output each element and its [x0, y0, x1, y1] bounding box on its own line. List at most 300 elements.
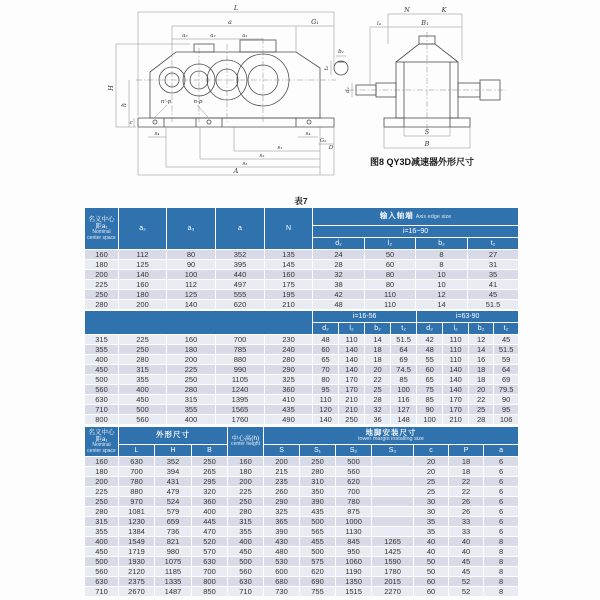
blank-header-block: [85, 311, 313, 335]
column-header: L: [119, 445, 155, 457]
cell: 180: [119, 290, 167, 300]
cell: 33: [449, 517, 484, 527]
cell: 490: [265, 415, 313, 425]
dim-label-np-prime: n'-p: [160, 99, 172, 105]
ratio-range-left: i=16-56: [313, 311, 417, 323]
table2-area: [84, 426, 518, 597]
table1-area: [84, 207, 518, 425]
cell: 435: [300, 507, 336, 517]
cell: 565: [300, 527, 336, 537]
cell: 250: [85, 497, 119, 507]
cell: 38: [313, 280, 365, 290]
cell: 18: [469, 365, 494, 375]
cell: 40: [414, 547, 449, 557]
cell: 12: [469, 335, 494, 345]
cell: 200: [85, 270, 119, 280]
cell: 8: [484, 567, 519, 577]
cell: 555: [216, 290, 265, 300]
cell: 320: [192, 487, 228, 497]
table-row: [85, 527, 519, 537]
cell: 710: [85, 405, 119, 415]
column-header: l₂: [443, 323, 469, 335]
cell: 265: [192, 467, 228, 477]
dim-label-s4-right: s₄: [305, 131, 311, 137]
cell: 25: [414, 487, 449, 497]
cell: 45: [468, 290, 519, 300]
cell: 360: [265, 385, 313, 395]
cell: 8: [416, 260, 468, 270]
cell: 8: [484, 547, 519, 557]
table-row: [85, 375, 519, 385]
cell: 950: [336, 547, 372, 557]
table-row: [85, 280, 519, 290]
col-header-a2: a₂: [119, 208, 167, 250]
column-header: t₂: [391, 323, 417, 335]
dim-label-D: D: [328, 145, 334, 151]
cell: 560: [228, 567, 264, 577]
cell: 500: [300, 547, 336, 557]
cell: 35: [468, 270, 519, 280]
dim-label-b2: b₂: [338, 49, 344, 55]
cell: 40: [449, 537, 484, 547]
group-header-foot-mount: [264, 427, 519, 445]
cell: 140: [339, 345, 365, 355]
cell: 110: [313, 395, 339, 405]
cell: 1060: [336, 557, 372, 567]
cell: 200: [85, 477, 119, 487]
cell: 394: [155, 467, 192, 477]
dim-label-np: n-p: [193, 99, 203, 105]
cell: 250: [192, 457, 228, 467]
cell: 28: [365, 395, 391, 405]
dim-label-h: h: [120, 102, 128, 108]
cell: 1350: [336, 577, 372, 587]
cell: 355: [228, 527, 264, 537]
cell: 10: [416, 270, 468, 280]
cell: 1130: [336, 527, 372, 537]
table-row: [85, 365, 519, 375]
cell: 352: [216, 250, 265, 260]
column-header: S₂: [336, 445, 372, 457]
cell: 400: [228, 537, 264, 547]
cell: 6: [484, 497, 519, 507]
cell: 579: [155, 507, 192, 517]
cell: 140: [443, 385, 469, 395]
cell: 42: [313, 290, 365, 300]
cell: 24: [313, 250, 365, 260]
cell: 500: [336, 457, 372, 467]
cell: 315: [228, 517, 264, 527]
cell: 250: [85, 290, 119, 300]
dim-label-K: K: [441, 6, 447, 14]
dim-label-B1: B₁: [421, 19, 429, 27]
table-row: [85, 477, 519, 487]
cell: 112: [167, 280, 216, 290]
dim-label-N: N: [404, 6, 410, 14]
cell: 18: [365, 355, 391, 365]
end-view-drawing: [324, 6, 506, 167]
cell: 560: [85, 385, 119, 395]
table-row: [85, 587, 519, 597]
cell: 79.5: [494, 385, 519, 395]
group-header-input-shaft: [313, 208, 519, 226]
cell: 26: [449, 507, 484, 517]
column-header: t₂: [494, 323, 519, 335]
cell: 22: [365, 375, 391, 385]
cell: 40: [414, 537, 449, 547]
column-header: b₂: [416, 238, 468, 250]
cell: 106: [494, 415, 519, 425]
cell: 290: [265, 365, 313, 375]
cell: 125: [167, 290, 216, 300]
dim-label-G2: G₂: [319, 138, 327, 144]
cell: 355: [85, 345, 119, 355]
cell: 560: [336, 467, 372, 477]
cell: 780: [119, 477, 155, 487]
input-shaft-zh: 输入轴端: [379, 211, 414, 221]
cell: 210: [339, 405, 365, 415]
cell: 80: [313, 375, 339, 385]
cell: 450: [119, 395, 167, 405]
table-row: [85, 290, 519, 300]
cell: 18: [365, 345, 391, 355]
figure-drawings: [0, 0, 600, 196]
cell: 60: [414, 587, 449, 597]
cell: 80: [365, 280, 416, 290]
cell: 100: [167, 270, 216, 280]
column-header: l₂: [365, 238, 416, 250]
cell: 479: [155, 487, 192, 497]
cell: 140: [167, 300, 216, 310]
cell: 600: [264, 567, 300, 577]
cell: 160: [167, 335, 216, 345]
cell: 26: [449, 497, 484, 507]
group-header-outline: [119, 427, 228, 445]
cell: 140: [119, 270, 167, 280]
cell: 225: [85, 487, 119, 497]
cell: 315: [85, 335, 119, 345]
table-row: [85, 300, 519, 310]
cell: 20: [365, 365, 391, 375]
cell: 10: [416, 280, 468, 290]
cell: 400: [85, 537, 119, 547]
nominal-center-zh: 名义中心距a₁: [88, 428, 115, 443]
cell: 400: [167, 415, 216, 425]
cell: 180: [85, 260, 119, 270]
cell: 6: [484, 467, 519, 477]
cell: 145: [265, 260, 313, 270]
cell: 230: [265, 335, 313, 345]
cell: 75: [417, 385, 443, 395]
cell: 497: [216, 280, 265, 290]
cell: 45: [494, 335, 519, 345]
cell: 140: [313, 415, 339, 425]
cell: 225: [119, 335, 167, 345]
cell: 25: [469, 405, 494, 415]
cell: 530: [264, 557, 300, 567]
cell: 85: [391, 375, 417, 385]
cell: 45: [449, 567, 484, 577]
cell: 31: [468, 260, 519, 270]
cell: 280: [85, 300, 119, 310]
cell: 170: [443, 395, 469, 405]
cell: 250: [300, 457, 336, 467]
cell: 845: [336, 537, 372, 547]
cell: 210: [265, 300, 313, 310]
cell: 2015: [372, 577, 414, 587]
cell: 290: [264, 497, 300, 507]
cell: 125: [119, 260, 167, 270]
table-row: [85, 335, 519, 345]
dim-label-S: S: [424, 128, 430, 136]
column-header: t₂: [468, 238, 519, 250]
table-row: [85, 395, 519, 405]
cell: 35: [414, 517, 449, 527]
cell: 240: [265, 345, 313, 355]
cell: 785: [216, 345, 265, 355]
cell: 175: [265, 280, 313, 290]
cell: 970: [119, 497, 155, 507]
cell: 1335: [155, 577, 192, 587]
cell: 170: [443, 405, 469, 415]
cell: 315: [167, 395, 216, 405]
table-row: [85, 507, 519, 517]
cell: 22: [449, 487, 484, 497]
col-header-nominal-center: [85, 208, 119, 250]
cell: 112: [119, 250, 167, 260]
cell: 160: [85, 457, 119, 467]
cell: 1230: [119, 517, 155, 527]
cell: 445: [192, 517, 228, 527]
cell: 700: [119, 467, 155, 477]
cell: 8: [484, 587, 519, 597]
nominal-center-en: Nominal center space: [87, 229, 116, 241]
table-row: [85, 415, 519, 425]
table-number-label: 表7: [294, 196, 308, 206]
cell: 1240: [216, 385, 265, 395]
cell: 8: [484, 537, 519, 547]
cell: 280: [228, 507, 264, 517]
column-header: d₂: [313, 238, 365, 250]
cell: 1487: [155, 587, 192, 597]
cell: 1265: [372, 537, 414, 547]
cell: 22: [469, 395, 494, 405]
cell: 20: [414, 457, 449, 467]
cell: 1081: [119, 507, 155, 517]
cell: 127: [391, 405, 417, 415]
nominal-center-en: Nominal center space: [87, 442, 116, 454]
cell: 755: [300, 587, 336, 597]
cell: 51.5: [391, 335, 417, 345]
cell: 355: [85, 527, 119, 537]
dim-label-a2: a₂: [210, 33, 216, 39]
cell: 390: [300, 497, 336, 507]
cell: 2375: [119, 577, 155, 587]
cell: 110: [365, 300, 416, 310]
cell: 60: [365, 260, 416, 270]
cell: 800: [192, 577, 228, 587]
column-header: P: [449, 445, 484, 457]
cell: 50: [414, 557, 449, 567]
cell: [372, 457, 414, 467]
ratio-range-header: i=16~90: [313, 226, 519, 238]
cell: 880: [216, 355, 265, 365]
column-header: a: [484, 445, 519, 457]
cell: 85: [417, 395, 443, 405]
col-header-a3: a₃: [167, 208, 216, 250]
dim-label-l4: l₄: [377, 21, 381, 27]
cell: 450: [228, 547, 264, 557]
column-header: S₃: [372, 445, 414, 457]
cell: 325: [265, 375, 313, 385]
cell: 8: [416, 250, 468, 260]
cell: 32: [313, 270, 365, 280]
table-row: [85, 577, 519, 587]
cell: 990: [216, 365, 265, 375]
cell: 195: [265, 290, 313, 300]
cell: 570: [192, 547, 228, 557]
sub-columns-row: [85, 445, 519, 457]
table-row: [85, 487, 519, 497]
cell: 700: [216, 335, 265, 345]
nominal-center-zh: 名义中心距a₁: [88, 215, 115, 230]
col-header-N: N: [265, 208, 313, 250]
cell: 60: [414, 577, 449, 587]
cell: 200: [119, 300, 167, 310]
cell: 35: [414, 527, 449, 537]
cell: 120: [313, 405, 339, 415]
cell: 630: [85, 577, 119, 587]
cell: 18: [469, 375, 494, 385]
foot-mount-en: lower margin installing size: [358, 435, 424, 442]
cell: 22: [449, 477, 484, 487]
cell: 80: [365, 270, 416, 280]
cell: 48: [417, 345, 443, 355]
cell: 215: [264, 467, 300, 477]
cell: 880: [119, 487, 155, 497]
cell: 500: [300, 517, 336, 527]
dim-label-s1: s₁: [277, 145, 283, 151]
cell: 260: [264, 487, 300, 497]
cell: 410: [265, 395, 313, 405]
table1-bottom-body: [85, 335, 519, 425]
cell: 6: [484, 457, 519, 467]
cell: 440: [216, 270, 265, 280]
dim-label-H: H: [107, 85, 115, 91]
cell: 680: [264, 577, 300, 587]
table-row: [85, 250, 519, 260]
cell: 100: [417, 415, 443, 425]
cell: 500: [228, 557, 264, 567]
cell: 6: [484, 477, 519, 487]
cell: 1425: [372, 547, 414, 557]
cell: 50: [365, 250, 416, 260]
cell: 65: [417, 375, 443, 385]
cell: 355: [119, 375, 167, 385]
table-row: [85, 405, 519, 415]
dimensions-table-2: [84, 426, 519, 597]
cell: 30: [414, 507, 449, 517]
cell: 210: [339, 395, 365, 405]
dim-label-a3: a₃: [182, 33, 188, 39]
column-header: d₂: [313, 323, 339, 335]
column-header: B: [192, 445, 228, 457]
cell: 95: [313, 385, 339, 395]
cell: 6: [484, 487, 519, 497]
cell: 455: [300, 537, 336, 547]
cell: 1760: [216, 415, 265, 425]
cell: 1000: [336, 517, 372, 527]
col-header-a: a: [216, 208, 265, 250]
cell: 280: [85, 507, 119, 517]
cell: 352: [155, 457, 192, 467]
cell: 8: [484, 557, 519, 567]
cell: 780: [336, 497, 372, 507]
cell: 116: [391, 395, 417, 405]
cell: 315: [119, 365, 167, 375]
cell: [372, 467, 414, 477]
cell: 560: [85, 567, 119, 577]
cell: 90: [167, 260, 216, 270]
dim-label-s4-left: s₄: [154, 131, 160, 137]
cell: 160: [228, 457, 264, 467]
cell: 6: [484, 527, 519, 537]
cell: 280: [167, 385, 216, 395]
cell: 630: [119, 457, 155, 467]
cell: 1190: [336, 567, 372, 577]
cell: 42: [417, 335, 443, 345]
dim-label-t2: t₂: [324, 65, 330, 71]
cell: 350: [300, 487, 336, 497]
center-height-en: center height: [231, 441, 260, 448]
cell: 325: [264, 507, 300, 517]
cell: 2670: [119, 587, 155, 597]
cell: 70: [313, 365, 339, 375]
dim-label-B: B: [424, 140, 430, 148]
cell: 52: [449, 587, 484, 597]
table-row: [85, 467, 519, 477]
cell: 250: [228, 497, 264, 507]
cell: 200: [228, 477, 264, 487]
dim-label-s2: s₂: [259, 153, 265, 159]
cell: [372, 497, 414, 507]
cell: 1549: [119, 537, 155, 547]
cell: 431: [155, 477, 192, 487]
cell: 200: [167, 355, 216, 365]
cell: 33: [449, 527, 484, 537]
cell: 69: [391, 355, 417, 365]
cell: 1719: [119, 547, 155, 557]
cell: 250: [119, 345, 167, 355]
cell: 48: [313, 300, 365, 310]
column-header: H: [155, 445, 192, 457]
cell: 60: [313, 345, 339, 355]
cell: 110: [339, 335, 365, 345]
cell: [372, 477, 414, 487]
table1-top-body: [85, 250, 519, 310]
column-header: d₂: [417, 323, 443, 335]
cell: 700: [192, 567, 228, 577]
cell: 160: [85, 250, 119, 260]
cell: 14: [365, 335, 391, 345]
cell: 630: [192, 557, 228, 567]
figure-caption: 图8 QY3D减速器外形尺寸: [369, 157, 475, 167]
side-view-drawing: [107, 4, 336, 175]
cell: 51.5: [494, 345, 519, 355]
cell: 140: [443, 375, 469, 385]
column-header: b₂: [469, 323, 494, 335]
dim-label-c: c: [129, 120, 133, 126]
